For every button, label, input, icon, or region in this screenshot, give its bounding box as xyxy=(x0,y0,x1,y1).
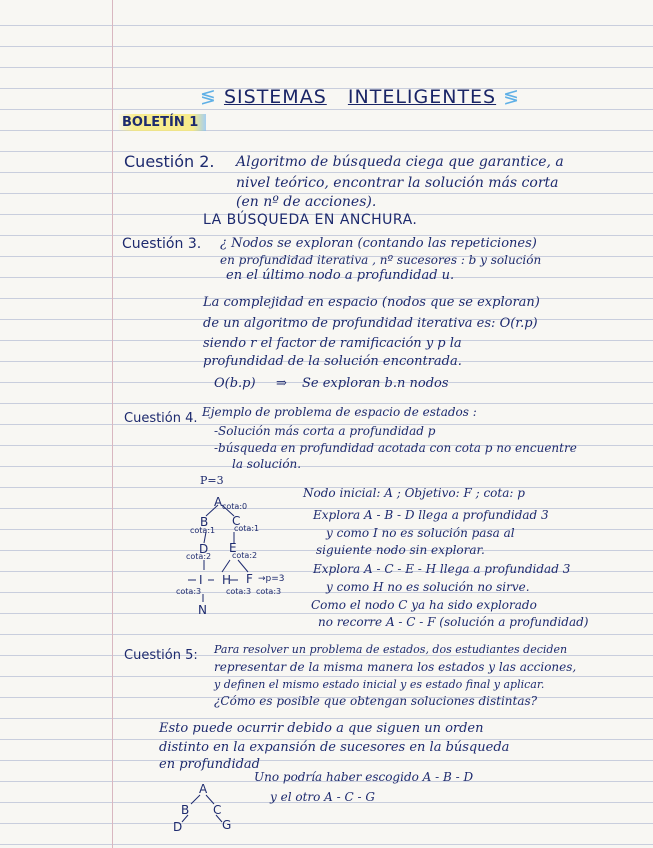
q2-label: Cuestión 2. xyxy=(124,152,215,171)
q5-tree-node-d: D xyxy=(173,820,183,834)
q4-bullet-2: -búsqueda en profundidad acotada con cota p no encuentre xyxy=(214,441,577,455)
q4-explain-line-3: y como I no es solución pasa al xyxy=(326,526,515,540)
q5-line-1: Para resolver un problema de estados, dos estudiantes deciden xyxy=(214,643,568,656)
q5-tree-node-a: A xyxy=(199,782,208,796)
tree-node-n: N xyxy=(198,603,207,617)
q2-line-1: Algoritmo de búsqueda ciega que garantice, a xyxy=(236,154,564,170)
q5-answer-line-3: en profundidad xyxy=(159,757,260,772)
q3-answer-line-4: profundidad de la solución encontrada. xyxy=(203,354,462,369)
q2-line-2: nivel teórico, encontrar la solución más corta xyxy=(236,175,559,191)
q3-answer-line-3: siendo r el factor de ramificación y p la xyxy=(203,336,462,351)
q3-label: Cuestión 3. xyxy=(122,236,202,252)
tree-cota-i: cota:3 xyxy=(176,587,202,596)
q4-explain-line-2: Explora A - B - D llega a profundidad 3 xyxy=(313,508,549,522)
q3-answer-line-2: de un algoritmo de profundidad iterativa es: O(r.p) xyxy=(203,316,538,331)
q3-conclusion: Se exploran b.n nodos xyxy=(302,376,449,391)
q4-bullet-1: -Solución más corta a profundidad p xyxy=(214,424,436,438)
tree-cota-b: cota:1 xyxy=(190,526,216,535)
q5-path-line-1: Uno podría haber escogido A - B - D xyxy=(254,770,474,784)
title-decoration-right: ≶ xyxy=(503,86,521,108)
q3-line-1: ¿ Nodos se exploran (contando las repeticiones) xyxy=(220,236,537,251)
q5-tree-node-b: B xyxy=(181,803,190,817)
q4-p-label: P=3 xyxy=(200,474,224,487)
q5-answer-line-2: distinto en la expansión de sucesores en la búsqueda xyxy=(159,740,510,755)
q5-tree-node-c: C xyxy=(213,803,222,817)
boletin-heading: BOLETÍN 1 xyxy=(118,114,206,131)
q4-title: Ejemplo de problema de espacio de estados : xyxy=(202,405,477,419)
tree-f-arrow: →p=3 xyxy=(258,574,285,584)
q4-explain-line-7: Como el nodo C ya ha sido explorado xyxy=(311,598,537,612)
tree-node-c: C xyxy=(232,514,241,528)
tree-cota-a: cota:0 xyxy=(222,502,248,511)
tree-node-a: A xyxy=(214,495,223,509)
q3-line-2: en profundidad iterativa , nº sucesores : b y solución xyxy=(220,253,542,267)
q4-bullet-3: la solución. xyxy=(232,457,302,471)
tree-node-e: E xyxy=(229,541,237,555)
title-word-sistemas: SISTEMAS xyxy=(223,86,327,108)
title-decoration-left: ≶ xyxy=(200,86,217,108)
tree-cota-h: cota:3 xyxy=(226,587,252,596)
q5-path-line-2: y el otro A - C - G xyxy=(270,790,375,804)
q3-formula: O(b.p) xyxy=(214,376,256,391)
tree-cota-d: cota:2 xyxy=(186,552,212,561)
tree-cota-c: cota:1 xyxy=(234,524,260,533)
q3-line-3: en el último nodo a profundidad u. xyxy=(226,268,455,283)
q4-explain-line-8: no recorre A - C - F (solución a profundidad) xyxy=(318,615,589,629)
q4-explain-line-1: Nodo inicial: A ; Objetivo: F ; cota: p xyxy=(303,486,525,500)
q5-tree-node-g: G xyxy=(222,818,232,832)
tree-node-h: H xyxy=(222,573,232,587)
q5-line-2: representar de la misma manera los estados y las acciones, xyxy=(214,660,577,674)
q5-line-3: y definen el mismo estado inicial y es estado final y aplicar. xyxy=(214,678,545,691)
q4-explain-line-6: y como H no es solución no sirve. xyxy=(326,580,530,594)
q4-explain-line-4: siguiente nodo sin explorar. xyxy=(316,543,485,557)
tree-cota-e: cota:2 xyxy=(232,551,258,560)
tree-node-d: D xyxy=(199,542,209,556)
tree-node-f: F xyxy=(246,572,253,586)
title-word-inteligentes: INTELIGENTES xyxy=(347,86,497,108)
q5-line-4: ¿Cómo es posible que obtengan soluciones distintas? xyxy=(214,694,538,708)
implies-arrow: ⇒ xyxy=(276,376,287,391)
q2-answer: LA BÚSQUEDA EN ANCHURA. xyxy=(203,212,418,228)
tree-node-i: I xyxy=(199,573,203,587)
q3-answer-line-1: La complejidad en espacio (nodos que se exploran) xyxy=(203,295,540,310)
tree-cota-f: cota:3 xyxy=(256,587,282,596)
tree-node-b: B xyxy=(200,515,209,529)
q5-label: Cuestión 5: xyxy=(124,648,198,663)
q4-explain-line-5: Explora A - C - E - H llega a profundidad 3 xyxy=(313,562,571,576)
q5-answer-line-1: Esto puede ocurrir debido a que siguen un orden xyxy=(159,721,484,736)
q2-line-3: (en nº de acciones). xyxy=(236,194,377,210)
q4-label: Cuestión 4. xyxy=(124,411,198,426)
edge-q5-a-b xyxy=(191,795,200,804)
